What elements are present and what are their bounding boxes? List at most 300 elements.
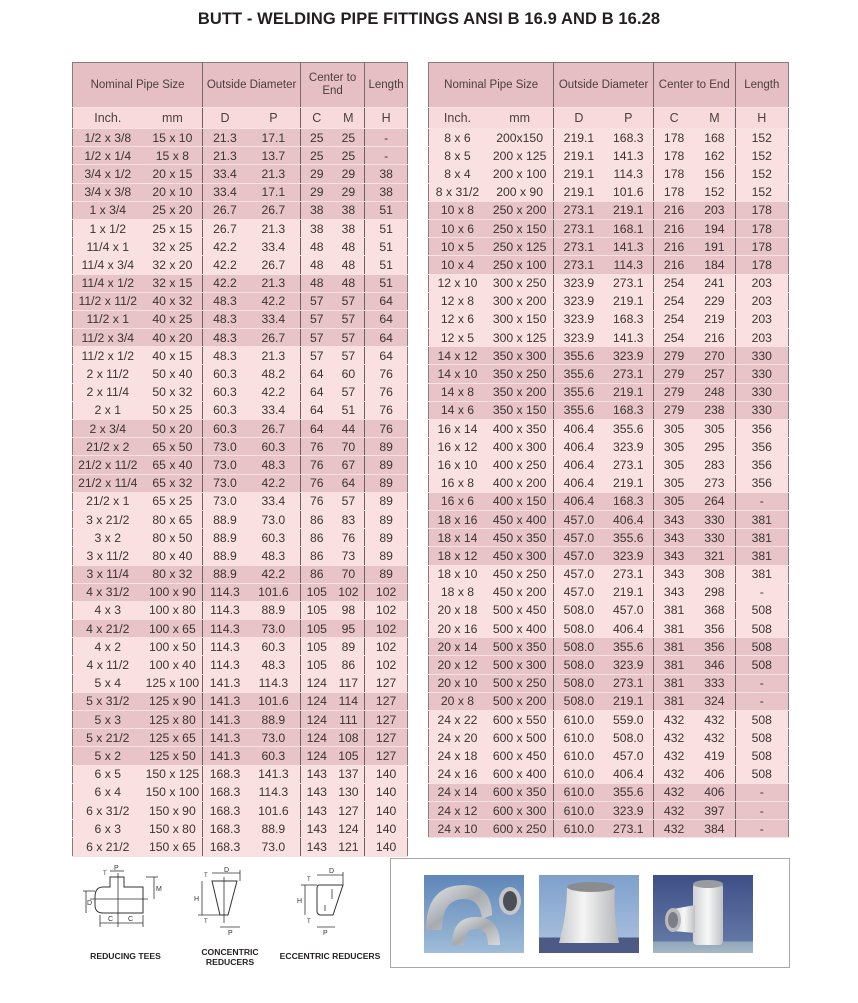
cell-p: 88.9 <box>247 711 301 729</box>
table-row <box>429 274 789 292</box>
cell-d: 73.0 <box>203 456 247 474</box>
cell-p: 273.1 <box>604 820 654 838</box>
cell-h: 356 <box>735 438 788 456</box>
cell-mm: 65 x 50 <box>143 438 203 456</box>
table-body-right <box>429 129 789 838</box>
cell-mm: 50 x 32 <box>143 383 203 401</box>
table-row <box>429 183 789 201</box>
cell-m: 397 <box>694 801 735 819</box>
cell-h: 381 <box>735 510 788 528</box>
cell-h: 89 <box>365 529 408 547</box>
cell-mm: 500 x 400 <box>486 620 554 638</box>
cell-mm: 600 x 500 <box>486 729 554 747</box>
cell-d: 323.9 <box>554 292 604 310</box>
cell-d: 457.0 <box>554 510 604 528</box>
cell-d: 168.3 <box>203 838 247 856</box>
cell-h: - <box>735 783 788 801</box>
cell-p: 13.7 <box>247 147 301 165</box>
svg-text:T: T <box>204 919 208 925</box>
cell-m: 419 <box>694 747 735 765</box>
cell-d: 355.6 <box>554 347 604 365</box>
cell-p: 73.0 <box>247 620 301 638</box>
cell-mm: 125 x 90 <box>143 692 203 710</box>
cell-mm: 600 x 400 <box>486 765 554 783</box>
cell-inch: 6 x 3 <box>73 820 143 838</box>
cell-c: 105 <box>300 656 332 674</box>
cell-h: 89 <box>365 565 408 583</box>
cell-p: 21.3 <box>247 347 301 365</box>
cell-inch: 16 x 10 <box>429 456 486 474</box>
cell-d: 273.1 <box>554 256 604 274</box>
cell-p: 73.0 <box>247 510 301 528</box>
cell-c: 76 <box>300 474 332 492</box>
table-row <box>73 165 408 183</box>
cell-inch: 18 x 14 <box>429 529 486 547</box>
cell-m: 356 <box>694 638 735 656</box>
cell-c: 432 <box>653 783 694 801</box>
table-row <box>429 747 789 765</box>
table-row <box>73 747 408 765</box>
svg-text:T: T <box>307 877 311 883</box>
cell-inch: 3/4 x 3/8 <box>73 183 143 201</box>
table-row <box>73 583 408 601</box>
cell-h: 330 <box>735 347 788 365</box>
cell-p: 559.0 <box>604 711 654 729</box>
cell-d: 508.0 <box>554 601 604 619</box>
table-row <box>429 583 789 601</box>
cell-d: 406.4 <box>554 474 604 492</box>
table-row <box>429 820 789 838</box>
cell-p: 219.1 <box>604 583 654 601</box>
cell-m: 60 <box>333 365 365 383</box>
cell-d: 42.2 <box>203 238 247 256</box>
table-row <box>429 547 789 565</box>
cell-m: 384 <box>694 820 735 838</box>
cell-d: 323.9 <box>554 310 604 328</box>
cell-m: 57 <box>333 347 365 365</box>
table-row <box>429 201 789 219</box>
header-length: Length <box>365 63 408 108</box>
table-row <box>73 310 408 328</box>
cell-p: 323.9 <box>604 801 654 819</box>
cell-d: 60.3 <box>203 420 247 438</box>
concentric-reducers-label-line2: REDUCERS <box>205 957 255 967</box>
cell-mm: 65 x 25 <box>143 492 203 510</box>
cell-mm: 150 x 90 <box>143 801 203 819</box>
cell-c: 105 <box>300 601 332 619</box>
table-row <box>73 347 408 365</box>
cell-c: 64 <box>300 420 332 438</box>
cell-m: 333 <box>694 674 735 692</box>
cell-m: 162 <box>694 147 735 165</box>
cell-m: 38 <box>333 201 365 219</box>
cell-inch: 14 x 12 <box>429 347 486 365</box>
cell-h: 508 <box>735 656 788 674</box>
cell-d: 141.3 <box>203 674 247 692</box>
cell-d: 33.4 <box>203 165 247 183</box>
table-row <box>73 238 408 256</box>
cell-p: 26.7 <box>247 420 301 438</box>
cell-c: 57 <box>300 347 332 365</box>
cell-d: 323.9 <box>554 329 604 347</box>
cell-p: 219.1 <box>604 201 654 219</box>
cell-c: 143 <box>300 783 332 801</box>
cell-mm: 15 x 10 <box>143 129 203 147</box>
header-h: H <box>735 108 788 129</box>
cell-d: 457.0 <box>554 529 604 547</box>
cell-h: 508 <box>735 711 788 729</box>
cell-h: 89 <box>365 474 408 492</box>
cell-c: 305 <box>653 474 694 492</box>
table-row <box>429 674 789 692</box>
table-row <box>429 401 789 419</box>
cell-c: 216 <box>653 238 694 256</box>
table-row <box>73 529 408 547</box>
table-row <box>429 438 789 456</box>
cell-mm: 20 x 15 <box>143 165 203 183</box>
cell-inch: 18 x 12 <box>429 547 486 565</box>
header-inch: Inch. <box>429 108 486 129</box>
cell-m: 102 <box>333 583 365 601</box>
cell-c: 25 <box>300 129 332 147</box>
cell-d: 141.3 <box>203 747 247 765</box>
cell-d: 48.3 <box>203 310 247 328</box>
table-row <box>429 310 789 328</box>
header-d: D <box>554 108 604 129</box>
cell-inch: 2 x 1 <box>73 401 143 419</box>
cell-p: 168.3 <box>604 401 654 419</box>
cell-inch: 5 x 2 <box>73 747 143 765</box>
cell-mm: 400 x 250 <box>486 456 554 474</box>
cell-c: 305 <box>653 492 694 510</box>
table-row <box>73 510 408 528</box>
cell-h: 64 <box>365 310 408 328</box>
cell-c: 305 <box>653 438 694 456</box>
cell-m: 184 <box>694 256 735 274</box>
svg-text:P: P <box>114 865 119 872</box>
cell-mm: 300 x 250 <box>486 274 554 292</box>
cell-inch: 24 x 20 <box>429 729 486 747</box>
cell-mm: 500 x 200 <box>486 692 554 710</box>
cell-mm: 600 x 350 <box>486 783 554 801</box>
cell-mm: 40 x 32 <box>143 292 203 310</box>
cell-inch: 4 x 2 <box>73 638 143 656</box>
cell-c: 432 <box>653 729 694 747</box>
cell-p: 273.1 <box>604 565 654 583</box>
cell-p: 406.4 <box>604 510 654 528</box>
cell-h: 140 <box>365 801 408 819</box>
cell-h: 127 <box>365 692 408 710</box>
cell-c: 254 <box>653 329 694 347</box>
cell-mm: 125 x 50 <box>143 747 203 765</box>
table-row <box>73 456 408 474</box>
cell-c: 29 <box>300 183 332 201</box>
cell-h: 140 <box>365 820 408 838</box>
cell-p: 508.0 <box>604 729 654 747</box>
cell-h: 102 <box>365 620 408 638</box>
cell-inch: 14 x 10 <box>429 365 486 383</box>
cell-p: 219.1 <box>604 692 654 710</box>
cell-inch: 10 x 6 <box>429 219 486 237</box>
cell-p: 141.3 <box>604 238 654 256</box>
cell-c: 216 <box>653 256 694 274</box>
cell-inch: 6 x 5 <box>73 765 143 783</box>
cell-mm: 350 x 150 <box>486 401 554 419</box>
cell-p: 33.4 <box>247 401 301 419</box>
cell-p: 355.6 <box>604 529 654 547</box>
cell-m: 127 <box>333 801 365 819</box>
cell-p: 355.6 <box>604 783 654 801</box>
cell-m: 137 <box>333 765 365 783</box>
cell-m: 105 <box>333 747 365 765</box>
cell-inch: 4 x 3 <box>73 601 143 619</box>
cell-d: 457.0 <box>554 547 604 565</box>
cell-h: 127 <box>365 711 408 729</box>
cell-p: 323.9 <box>604 438 654 456</box>
cell-m: 406 <box>694 765 735 783</box>
svg-text:T: T <box>204 873 208 879</box>
cell-m: 295 <box>694 438 735 456</box>
cell-mm: 500 x 350 <box>486 638 554 656</box>
cell-p: 323.9 <box>604 547 654 565</box>
cell-inch: 14 x 6 <box>429 401 486 419</box>
cell-inch: 16 x 8 <box>429 474 486 492</box>
cell-p: 42.2 <box>247 292 301 310</box>
table-row <box>73 838 408 856</box>
cell-mm: 32 x 15 <box>143 274 203 292</box>
cell-p: 73.0 <box>247 729 301 747</box>
cell-p: 17.1 <box>247 183 301 201</box>
cell-h: 89 <box>365 438 408 456</box>
cell-h: - <box>735 801 788 819</box>
cell-mm: 350 x 250 <box>486 365 554 383</box>
cell-p: 141.3 <box>247 765 301 783</box>
table-row <box>429 256 789 274</box>
cell-mm: 200 x 125 <box>486 147 554 165</box>
product-photos-frame <box>390 858 790 968</box>
cell-h: 381 <box>735 547 788 565</box>
cell-p: 60.3 <box>247 529 301 547</box>
cell-m: 124 <box>333 820 365 838</box>
table-row <box>429 383 789 401</box>
cell-c: 64 <box>300 401 332 419</box>
header-outside-diameter: Outside Diameter <box>554 63 654 108</box>
cell-h: 64 <box>365 292 408 310</box>
cell-mm: 300 x 150 <box>486 310 554 328</box>
cell-c: 178 <box>653 183 694 201</box>
cell-inch: 8 x 4 <box>429 165 486 183</box>
cell-p: 33.4 <box>247 310 301 328</box>
cell-c: 124 <box>300 674 332 692</box>
cell-p: 273.1 <box>604 456 654 474</box>
cell-mm: 100 x 50 <box>143 638 203 656</box>
cell-c: 381 <box>653 638 694 656</box>
table-row <box>429 219 789 237</box>
cell-inch: 12 x 8 <box>429 292 486 310</box>
cell-mm: 65 x 32 <box>143 474 203 492</box>
cell-d: 114.3 <box>203 620 247 638</box>
header-center-to-end: Center to End <box>653 63 735 108</box>
cell-c: 64 <box>300 383 332 401</box>
cell-m: 324 <box>694 692 735 710</box>
cell-inch: 21/2 x 11/2 <box>73 456 143 474</box>
cell-c: 124 <box>300 711 332 729</box>
cell-m: 70 <box>333 565 365 583</box>
cell-h: 152 <box>735 147 788 165</box>
cell-mm: 40 x 15 <box>143 347 203 365</box>
concentric-reducers-label-line1: CONCENTRIC <box>201 947 259 957</box>
cell-c: 143 <box>300 765 332 783</box>
cell-d: 168.3 <box>203 765 247 783</box>
table-row <box>429 638 789 656</box>
cell-mm: 100 x 65 <box>143 620 203 638</box>
cell-inch: 10 x 5 <box>429 238 486 256</box>
cell-h: 381 <box>735 565 788 583</box>
cell-c: 48 <box>300 238 332 256</box>
cell-m: 48 <box>333 238 365 256</box>
cell-c: 279 <box>653 347 694 365</box>
cell-d: 273.1 <box>554 238 604 256</box>
cell-mm: 25 x 15 <box>143 219 203 237</box>
table-row <box>73 256 408 274</box>
cell-h: 64 <box>365 329 408 347</box>
cell-c: 105 <box>300 583 332 601</box>
cell-m: 89 <box>333 638 365 656</box>
table-row <box>73 674 408 692</box>
cell-m: 152 <box>694 183 735 201</box>
cell-mm: 40 x 25 <box>143 310 203 328</box>
cell-mm: 20 x 10 <box>143 183 203 201</box>
cell-mm: 150 x 80 <box>143 820 203 838</box>
cell-m: 48 <box>333 274 365 292</box>
cell-m: 29 <box>333 183 365 201</box>
table-row <box>429 147 789 165</box>
cell-inch: 3 x 11/2 <box>73 547 143 565</box>
cell-p: 168.1 <box>604 219 654 237</box>
cell-m: 216 <box>694 329 735 347</box>
cell-d: 508.0 <box>554 674 604 692</box>
cell-mm: 500 x 250 <box>486 674 554 692</box>
cell-d: 219.1 <box>554 183 604 201</box>
cell-inch: 16 x 6 <box>429 492 486 510</box>
cell-d: 114.3 <box>203 601 247 619</box>
reducing-tees-label: REDUCING TEES <box>90 951 161 961</box>
cell-mm: 450 x 400 <box>486 510 554 528</box>
cell-m: 48 <box>333 256 365 274</box>
cell-m: 356 <box>694 620 735 638</box>
cell-m: 83 <box>333 510 365 528</box>
header-center-to-end: Center to End <box>300 63 364 108</box>
cell-m: 194 <box>694 219 735 237</box>
cell-inch: 21/2 x 2 <box>73 438 143 456</box>
cell-m: 305 <box>694 420 735 438</box>
cell-d: 508.0 <box>554 638 604 656</box>
cell-mm: 15 x 8 <box>143 147 203 165</box>
cell-d: 219.1 <box>554 165 604 183</box>
cell-mm: 250 x 100 <box>486 256 554 274</box>
table-row <box>73 620 408 638</box>
cell-inch: 2 x 11/4 <box>73 383 143 401</box>
cell-inch: 6 x 21/2 <box>73 838 143 856</box>
cell-inch: 5 x 31/2 <box>73 692 143 710</box>
header-inch: Inch. <box>73 108 143 129</box>
cell-mm: 50 x 40 <box>143 365 203 383</box>
cell-p: 26.7 <box>247 256 301 274</box>
cell-d: 610.0 <box>554 711 604 729</box>
cell-p: 101.6 <box>247 583 301 601</box>
table-row <box>73 638 408 656</box>
cell-c: 381 <box>653 692 694 710</box>
cell-d: 73.0 <box>203 492 247 510</box>
cell-p: 219.1 <box>604 474 654 492</box>
cell-p: 101.6 <box>604 183 654 201</box>
cell-d: 60.3 <box>203 383 247 401</box>
cell-inch: 1 x 1/2 <box>73 219 143 237</box>
cell-d: 219.1 <box>554 147 604 165</box>
header-nominal-pipe-size: Nominal Pipe Size <box>73 63 203 108</box>
cell-inch: 10 x 8 <box>429 201 486 219</box>
header-h: H <box>365 108 408 129</box>
cell-c: 343 <box>653 565 694 583</box>
cell-h: - <box>365 129 408 147</box>
cell-mm: 32 x 20 <box>143 256 203 274</box>
cell-c: 432 <box>653 765 694 783</box>
cell-d: 168.3 <box>203 783 247 801</box>
cell-m: 264 <box>694 492 735 510</box>
cell-d: 88.9 <box>203 529 247 547</box>
table-row <box>73 692 408 710</box>
header-p: P <box>247 108 301 129</box>
table-row <box>429 510 789 528</box>
cell-c: 57 <box>300 292 332 310</box>
cell-c: 279 <box>653 383 694 401</box>
cell-c: 381 <box>653 656 694 674</box>
svg-text:D: D <box>224 867 230 874</box>
svg-text:H: H <box>194 896 200 903</box>
cell-m: 406 <box>694 783 735 801</box>
header-mm: mm <box>143 108 203 129</box>
cell-mm: 150 x 65 <box>143 838 203 856</box>
cell-inch: 20 x 18 <box>429 601 486 619</box>
cell-p: 48.2 <box>247 365 301 383</box>
table-row <box>73 329 408 347</box>
cell-m: 25 <box>333 129 365 147</box>
cell-m: 44 <box>333 420 365 438</box>
cell-m: 257 <box>694 365 735 383</box>
cell-mm: 400 x 150 <box>486 492 554 510</box>
cell-h: 330 <box>735 365 788 383</box>
cell-inch: 12 x 10 <box>429 274 486 292</box>
cell-inch: 14 x 8 <box>429 383 486 401</box>
cell-c: 279 <box>653 365 694 383</box>
cell-h: 127 <box>365 674 408 692</box>
concentric-reducers-label <box>185 947 275 967</box>
cell-h: - <box>735 583 788 601</box>
header-m: M <box>694 108 735 129</box>
table-row <box>429 492 789 510</box>
cell-inch: 11/4 x 1/2 <box>73 274 143 292</box>
reducing-tee-diagram <box>78 865 168 935</box>
cell-d: 33.4 <box>203 183 247 201</box>
table-row <box>429 620 789 638</box>
cell-mm: 65 x 40 <box>143 456 203 474</box>
table-row <box>73 801 408 819</box>
cell-h: 89 <box>365 547 408 565</box>
table-row <box>73 420 408 438</box>
photo-pipe-elbows <box>424 875 524 953</box>
cell-mm: 32 x 25 <box>143 238 203 256</box>
cell-h: 508 <box>735 747 788 765</box>
